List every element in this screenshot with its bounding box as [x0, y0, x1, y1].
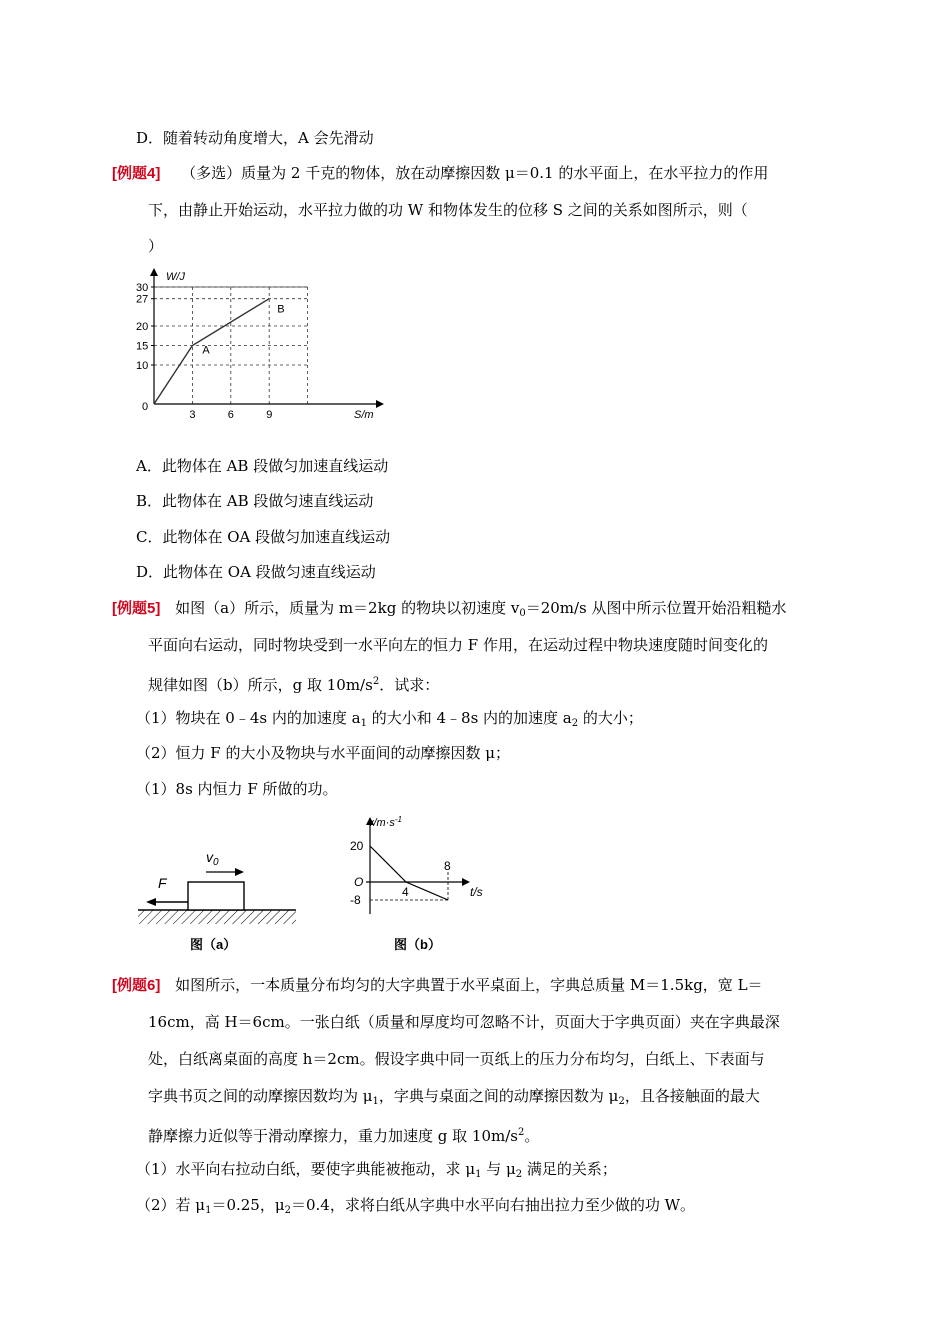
q1-part-c: 的大小；: [578, 709, 643, 727]
example-5-question-3: （1）8s 内恒力 F 所做的功。: [136, 780, 338, 798]
e6q2-b: ＝0.25，μ: [211, 1196, 285, 1214]
example-6-line-4: [148, 1086, 760, 1112]
y-axis-label: W/J: [166, 271, 185, 283]
block: [188, 882, 244, 910]
e6q2-sub1: 1: [205, 1205, 212, 1216]
x-tick-3: 3: [189, 409, 196, 421]
ground-hatching: [138, 910, 296, 924]
tick-20: 20: [350, 839, 364, 853]
velocity-arrowhead: [235, 868, 244, 876]
q1-part-a: （1）物块在 0﹣4s 内的加速度 a: [136, 709, 361, 727]
graph-gridlines: [154, 287, 308, 404]
tick-neg-8: -8: [350, 893, 361, 907]
example-6-line-2: 16cm，高 H＝6cm。一张白纸（质量和厚度均可忽略不计，页面大于字典页面）夹在字典最深: [148, 1013, 780, 1031]
tick-4: 4: [402, 885, 409, 899]
y-tick-15: 15: [136, 340, 149, 353]
example-5-line-3: [148, 672, 439, 695]
velocity-line: [370, 846, 448, 900]
velocity-label: $v_0$: [206, 849, 219, 868]
force-f-arrowhead: [146, 898, 156, 906]
e6q2-sub2: 2: [284, 1205, 291, 1216]
x-tick-6: 6: [227, 409, 234, 421]
figure-a-block-diagram: [136, 842, 306, 932]
example-6-question-1: [136, 1159, 617, 1185]
figure-b-caption: 图（b）: [394, 937, 441, 952]
e6q1-sub2: 2: [515, 1169, 523, 1180]
v-axis-label: $v/m\cdot s^{-1}$: [368, 815, 403, 829]
option-c: C．此物体在 OA 段做匀加速直线运动: [136, 528, 391, 546]
g-superscript-2: 2: [517, 1127, 525, 1138]
y-tick-30: 30: [136, 282, 149, 294]
l5-part-a: 静摩擦力近似等于滑动摩擦力，重力加速度 g 取 10m/s: [148, 1127, 518, 1145]
y-axis-arrow: [150, 268, 158, 276]
example-4-tag: [例题4]: [112, 165, 161, 182]
t-axis-arrow: [462, 878, 470, 886]
v0-subscript: 0: [519, 608, 526, 619]
e6q1-sub1: 1: [475, 1169, 482, 1180]
example-5-question-2: （2）恒力 F 的大小及物块与水平面间的动摩擦因数 μ；: [136, 744, 511, 762]
point-b-label: B: [277, 303, 285, 316]
l4-part-b: ，字典与桌面之间的动摩擦因数为 μ: [378, 1087, 619, 1105]
force-f-label: F: [158, 875, 167, 891]
q1-part-b: 的大小和 4﹣8s 内的加速度 a: [366, 709, 572, 727]
example-6-line-5: [148, 1123, 539, 1146]
example-4-line-2: 下，由静止开始运动，水平拉力做的功 W 和物体发生的位移 S 之间的关系如图所示，则（: [148, 201, 748, 219]
e6q2-a: （2）若 μ: [136, 1196, 206, 1214]
option-a: A．此物体在 AB 段做匀加速直线运动: [136, 457, 389, 475]
x-axis-arrow: [376, 400, 384, 408]
x-axis-label: S/m: [354, 409, 374, 421]
l5-part-b: 。: [524, 1127, 540, 1145]
figure-a-caption: 图（a）: [190, 937, 237, 952]
origin-o: O: [354, 875, 364, 889]
g-superscript: 2: [372, 676, 380, 687]
example-6-text-1: 如图所示，一本质量分布均匀的大字典置于水平桌面上，字典总质量 M＝1.5kg，宽 L＝: [175, 976, 763, 994]
x-tick-9: 9: [266, 409, 273, 421]
option-b: B．此物体在 AB 段做匀速直线运动: [136, 492, 374, 510]
y-tick-10: 10: [136, 360, 149, 372]
work-displacement-graph: [128, 266, 388, 426]
mu1-subscript: 1: [372, 1096, 379, 1107]
mu2-subscript: 2: [618, 1096, 625, 1107]
e6q1-a: （1）水平向右拉动白纸，要使字典能被拖动，求 μ: [136, 1160, 476, 1178]
example-4-line-3: ）: [148, 237, 164, 255]
y-tick-27: 27: [136, 293, 149, 306]
a2-subscript: 2: [571, 718, 579, 729]
work-curve: [154, 299, 269, 404]
figure-b-velocity-time-graph: [346, 814, 486, 924]
example-5-text-1b: ＝20m/s 从图中所示位置开始沿粗糙水: [525, 599, 787, 617]
example-6-question-2: [136, 1195, 695, 1221]
example-5-text-3b: ．试求：: [379, 676, 440, 694]
t-axis-label: t/s: [470, 885, 483, 899]
origin-label: 0: [142, 401, 149, 413]
point-a-label: A: [202, 344, 210, 357]
example-6-line-3: 处，白纸离桌面的高度 h＝2cm。假设字典中同一页纸上的压力分布均匀，白纸上、下表面与: [148, 1050, 765, 1068]
e6q1-b: 与 μ: [481, 1160, 516, 1178]
example-5-tag: [例题5]: [112, 600, 161, 617]
y-tick-20: 20: [136, 321, 149, 333]
example-4-line-1: [112, 163, 768, 184]
example-5-question-1: [136, 708, 643, 734]
a1-subscript: 1: [360, 718, 367, 729]
tick-8: 8: [444, 859, 451, 873]
e6q2-c: ＝0.4，求将白纸从字典中水平向右抽出拉力至少做的功 W。: [290, 1196, 696, 1214]
l4-part-c: ，且各接触面的最大: [624, 1087, 760, 1105]
example-6-tag: [例题6]: [112, 977, 161, 994]
example-4-text-1: （多选）质量为 2 千克的物体，放在动摩擦因数 μ＝0.1 的水平面上，在水平拉力的作用: [181, 164, 769, 182]
example-6-line-1: [112, 975, 763, 996]
example-5-line-1: [112, 598, 787, 624]
option-d: D．此物体在 OA 段做匀速直线运动: [136, 563, 376, 581]
example-5-text-3a: 规律如图（b）所示，g 取 10m/s: [148, 676, 373, 694]
example-5-line-2: 平面向右运动，同时物块受到一水平向左的恒力 F 作用，在运动过程中物块速度随时间变化的: [148, 636, 768, 654]
example-5-text-1a: 如图（a）所示，质量为 m＝2kg 的物块以初速度 v: [175, 599, 520, 617]
prev-option-d: D．随着转动角度增大，A 会先滑动: [136, 129, 374, 147]
l4-part-a: 字典书页之间的动摩擦因数均为 μ: [148, 1087, 373, 1105]
e6q1-c: 满足的关系；: [522, 1160, 617, 1178]
